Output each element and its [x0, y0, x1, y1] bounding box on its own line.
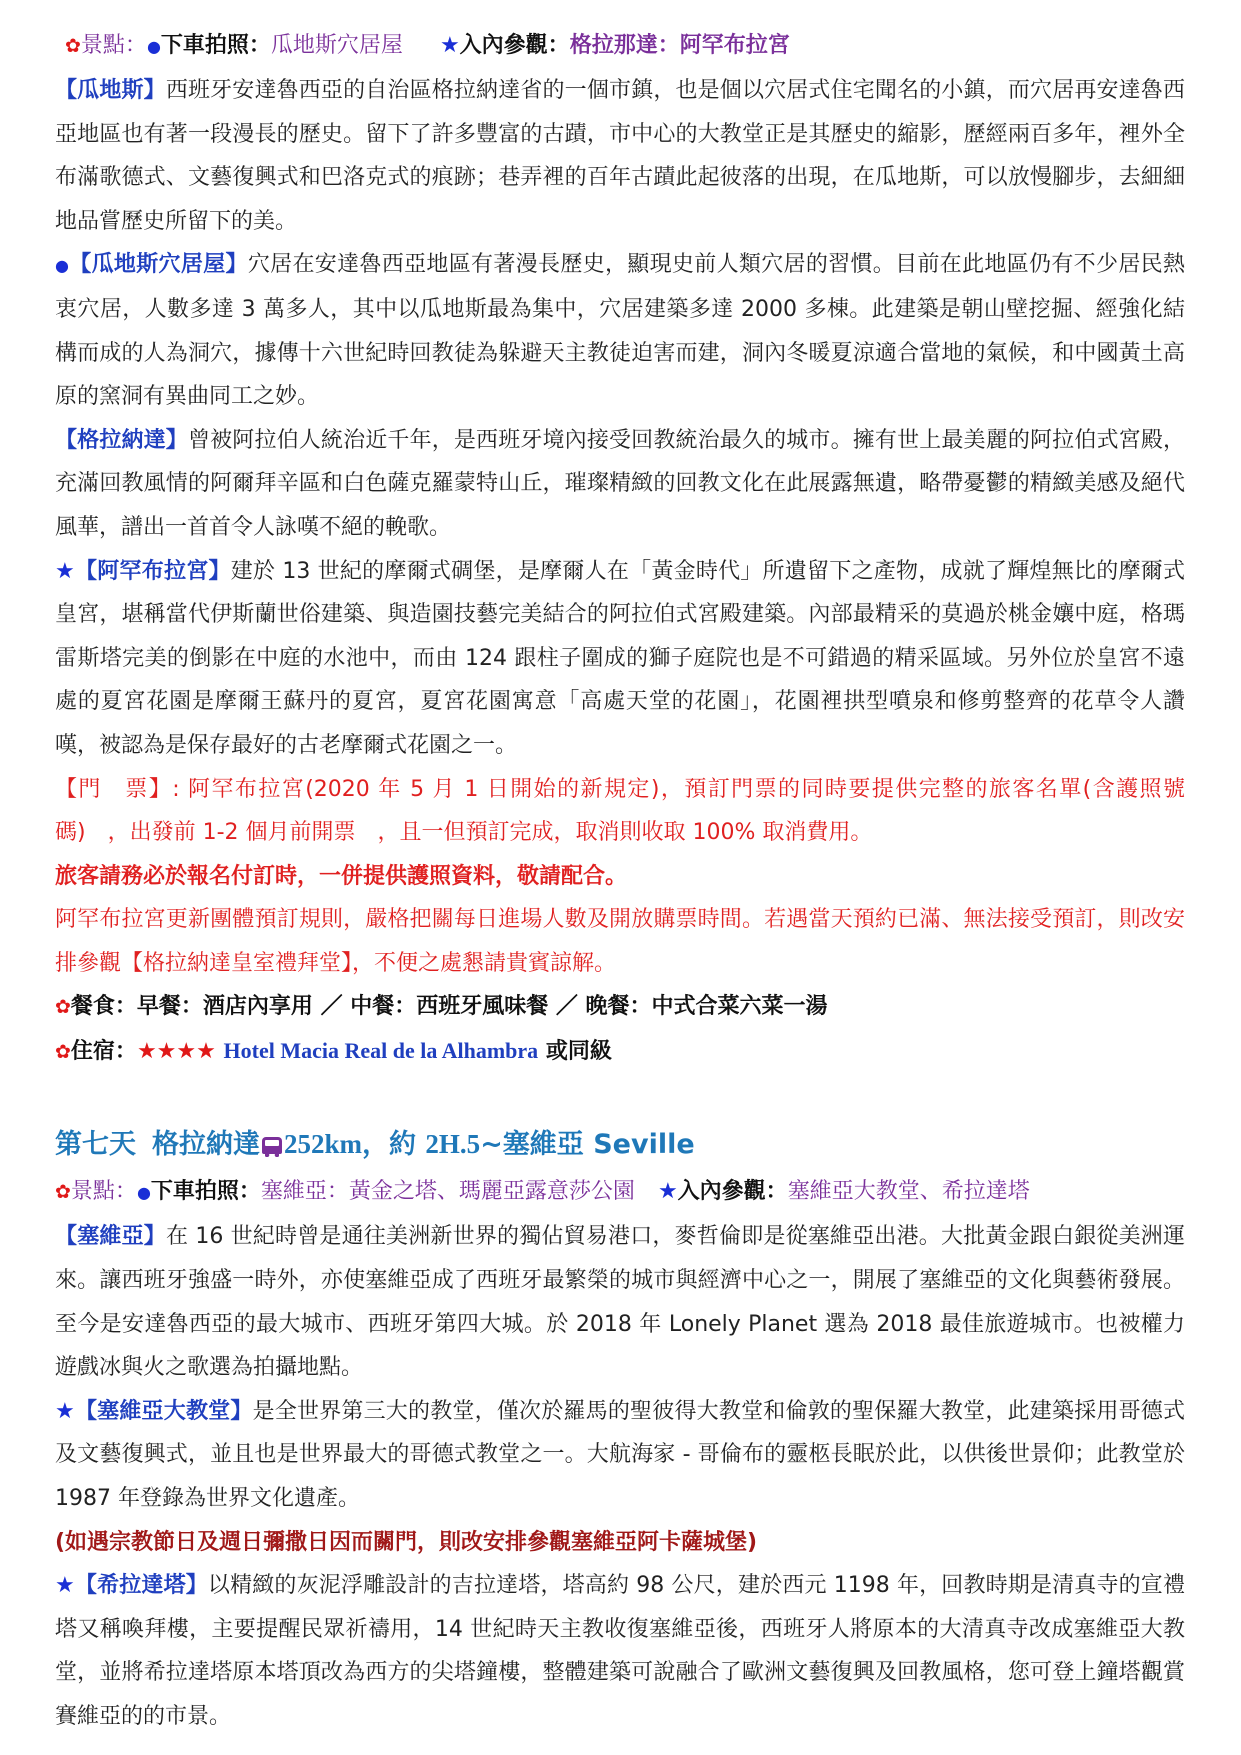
cave-paragraph: [55, 243, 1185, 418]
alhambra-text: 建於 13 世紀的摩爾式碉堡，是摩爾人在「黃金時代」所遺留下之產物，成就了輝煌無比的摩爾式皇宮，堪稱當代伊斯蘭世俗建築、與造園技藝完美結合的阿拉伯式宮殿建築。內部最精采的莫過於桃金孃中庭，格瑪雷斯塔完美的倒影在中庭的水池中，而由 124 跟柱子圍成的獅子庭院也是不可錯過的精采區域。另外位於皇宮不遠處的夏宮花園是摩爾王蘇丹的夏宮，夏宮花園寓意「高處天堂的花園」，花園裡拱型噴泉和修剪整齊的花草令人讚嘆，被認為是保存最好的古老摩爾式花園之一。: [55, 558, 1185, 758]
ticket-paragraph: [55, 768, 1185, 855]
meals-line: [55, 985, 1185, 1029]
visit-label: 入內參觀：: [677, 1179, 788, 1205]
itinerary-page: [55, 24, 1185, 1739]
ticket-text: : 阿罕布拉宮(2020 年 5 月 1 日開始的新規定)，預訂門票的同時要提供完整的旅客名單(含護照號碼) ，出發前 1-2 個月前開票 ，且一但預訂完成，取消則收取 100% 取消費用。: [55, 776, 1185, 846]
granada-paragraph: [55, 419, 1185, 550]
dot-icon: ●: [55, 256, 70, 276]
flower-icon: ✿: [55, 1041, 71, 1064]
day7-sights-line: [55, 1170, 1185, 1215]
sights-label: 景點：: [80, 33, 147, 58]
seville-text: 在 16 世紀時曾是通往美洲新世界的獨佔貿易港口，麥哲倫即是從塞維亞出港。大批黃金跟白銀從美洲運來。讓西班牙強盛一時外，亦使塞維亞成了西班牙最繁榮的城市與經濟中心之一，開展了塞維亞的文化與藝術發展。至今是安達魯西亞的最大城市、西班牙第四大城。於 2018 年 Lonely Planet 選為 2018 最佳旅遊城市。也被權力遊戲冰與火之歌選為拍攝地點。: [55, 1224, 1185, 1381]
visit-value: 塞維亞大教堂、希拉達塔: [787, 1179, 1030, 1205]
cave-text: 穴居在安達魯西亞地區有著漫長歷史，顯現史前人類穴居的習慣。目前在此地區仍有不少居民熱衷穴居，人數多達 3 萬多人，其中以瓜地斯最為集中，穴居建築多達 2000 多棟。此建築是朝山壁挖掘、經強化結構而成的人為洞穴，據傳十六世紀時回教徒為躲避天主教徒迫害而建，洞內冬暖夏涼適合當地的氣候，和中國黃土高原的窯洞有異曲同工之妙。: [55, 252, 1185, 410]
giralda-text: 以精緻的灰泥浮雕設計的吉拉達塔，塔高約 98 公尺，建於西元 1198 年，回教時期是清真寺的宣禮塔又稱喚拜樓，主要提醒民眾祈禱用，14 世紀時天主教收復塞維亞後，西班牙人將原本的大清真寺改成塞維亞大教堂，並將希拉達塔原本塔頂改為西方的尖塔鐘樓，整體建築可說融合了歐洲文藝復興及回教風格，您可登上鐘塔觀賞賽維亞的的市景。: [55, 1573, 1185, 1729]
guadix-text: 西班牙安達魯西亞的自治區格拉納達省的一個市鎮，也是個以穴居式住宅聞名的小鎮，而穴居再安達魯西亞地區也有著一段漫長的歷史。留下了許多豐富的古蹟，市中心的大教堂正是其歷史的縮影，歷經兩百多年，裡外全布滿歌德式、文藝復興式和巴洛克式的痕跡；巷弄裡的百年古蹟此起彼落的出現，在瓜地斯，可以放慢腳步，去細細地品嘗歷史所留下的美。: [55, 78, 1185, 234]
day7-sep: ，約: [362, 1129, 417, 1161]
hotel-stars: ★★★★: [136, 1039, 216, 1065]
photo-stop-value: 瓜地斯穴居屋: [270, 33, 403, 58]
seville-paragraph: [55, 1215, 1185, 1389]
guadix-tag: 【瓜地斯】: [55, 78, 166, 103]
lodging-suffix: 或同級: [545, 1039, 612, 1065]
granada-text: 曾被阿拉伯人統治近千年，是西班牙境內接受回教統治最久的城市。擁有世上最美麗的阿拉伯式宮殿，充滿回教風情的阿爾拜辛區和白色薩克羅蒙特山丘，璀璨精緻的回教文化在此展露無遺，略帶憂鬱的精緻美感及絕代風華，譜出一首首令人詠嘆不絕的輓歌。: [55, 427, 1185, 540]
visit-label: 入內參觀：: [459, 33, 570, 58]
photo-stop-label: 下車拍照：: [150, 1179, 261, 1205]
granada-tag: 【格拉納達】: [55, 427, 188, 453]
star-icon: ★: [657, 1179, 678, 1205]
sights-label: 景點：: [70, 1179, 137, 1205]
flower-icon: ✿: [55, 1181, 71, 1204]
alhambra-tag: 【阿罕布拉宮】: [74, 558, 231, 584]
photo-stop-value: 塞維亞：黃金之塔、瑪麗亞露意莎公園: [260, 1179, 635, 1205]
group-rule-notice: 阿罕布拉宮更新團體預訂規則，嚴格把關每日進場人數及開放購票時間。若遇當天預約已滿、無法接受預訂，則改安排參觀【格拉納達皇室禮拜堂】，不便之處懇請貴賓諒解。: [55, 907, 1185, 976]
giralda-paragraph: [55, 1564, 1185, 1738]
ticket-tag: 【門 票】: [55, 776, 173, 802]
visit-value: 格拉那達：阿罕布拉宮: [569, 33, 790, 58]
cathedral-tag: 【塞維亞大教堂】: [74, 1398, 253, 1424]
alhambra-paragraph: [55, 550, 1185, 768]
bus-icon: [262, 1137, 282, 1154]
star-icon: ★: [55, 1573, 75, 1599]
day7-distance: 252km: [284, 1129, 363, 1160]
star-icon: ★: [55, 1398, 75, 1424]
day7-to: ~塞維亞 Seville: [480, 1129, 695, 1161]
photo-stop-label: 下車拍照：: [160, 33, 271, 58]
closure-note: (如遇宗教節日及週日彌撒日因而關門，則改安排參觀塞維亞阿卡薩城堡): [55, 1529, 758, 1555]
lodging-line: [55, 1029, 1185, 1074]
guadix-paragraph: [55, 69, 1185, 243]
meals-text: 餐食：早餐：酒店內享用 ／ 中餐：西班牙風味餐 ／ 晚餐：中式合菜六菜一湯: [70, 994, 828, 1020]
star-icon: ★: [55, 558, 75, 584]
lodging-label: 住宿：: [70, 1039, 137, 1065]
day7-title: [55, 1119, 1185, 1170]
flower-icon: ✿: [55, 996, 71, 1019]
dot-icon: ●: [136, 1183, 151, 1203]
cave-tag: 【瓜地斯穴居屋】: [69, 252, 248, 278]
seville-tag: 【塞維亞】: [55, 1224, 167, 1250]
cathedral-paragraph: [55, 1390, 1185, 1521]
day7-duration: 2H.5: [425, 1129, 481, 1160]
flower-icon: ✿: [65, 35, 81, 57]
hotel-name: Hotel Macia Real de la Alhambra: [223, 1038, 539, 1064]
passport-notice: 旅客請務必於報名付訂時，一併提供護照資料，敬請配合。: [55, 863, 628, 889]
star-icon: ★: [439, 33, 460, 58]
dot-icon: ●: [146, 37, 161, 56]
giralda-tag: 【希拉達塔】: [74, 1573, 208, 1599]
day7-label: 第七天: [55, 1129, 136, 1161]
cathedral-text: 是全世界第三大的教堂，僅次於羅馬的聖彼得大教堂和倫敦的聖保羅大教堂，此建築採用哥德式及文藝復興式，並且也是世界最大的哥德式教堂之一。大航海家 - 哥倫布的靈柩長眠於此，以供後世景仰；此教堂於 1987 年登錄為世界文化遺產。: [55, 1398, 1185, 1512]
day7-from: 格拉納達: [152, 1129, 260, 1161]
day6-sights-line: [55, 24, 1185, 69]
